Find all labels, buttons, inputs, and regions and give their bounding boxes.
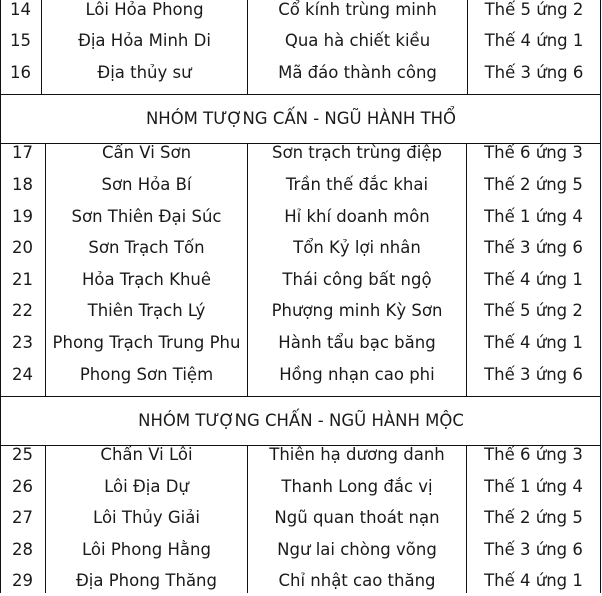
row-number: 19	[12, 207, 33, 226]
hexagram-name: Sơn Thiên Đại Súc	[71, 207, 222, 226]
hexagram-name: Hỏa Trạch Khuê	[81, 270, 212, 289]
hexagram-meaning: Hồng nhạn cao phi	[279, 365, 435, 384]
the-ung: Thế 4 ứng 1	[484, 31, 584, 50]
hexagram-meaning: Sơn trạch trùng điệp	[272, 143, 442, 162]
hexagram-meaning: Qua hà chiết kiều	[284, 31, 431, 50]
row-number: 26	[12, 477, 33, 496]
the-ung: Thế 2 ứng 5	[484, 175, 583, 194]
hexagram-meaning: Thiên hạ dương danh	[269, 445, 445, 464]
hexagram-name: Phong Trạch Trung Phu	[52, 333, 241, 352]
hexagram-name: Phong Sơn Tiệm	[79, 365, 214, 384]
hexagram-meaning: Thanh Long đắc vị	[281, 477, 433, 496]
hexagram-name: Cấn Vi Sơn	[101, 143, 192, 162]
the-ung: Thế 4 ứng 1	[484, 333, 583, 352]
hexagram-name: Địa thủy sư	[97, 63, 192, 82]
row-number: 20	[12, 238, 33, 257]
the-ung: Thế 1 ứng 4	[484, 477, 583, 496]
the-ung: Thế 4 ứng 1	[484, 571, 583, 590]
the-ung: Thế 6 ứng 3	[484, 445, 583, 464]
group-title-chan: NHÓM TƯỢNG CHẤN - NGŨ HÀNH MỘC	[138, 411, 464, 430]
row-number: 21	[12, 270, 33, 289]
hexagram-meaning: Tổn Kỷ lợi nhân	[293, 238, 421, 257]
hexagram-meaning: Phượng minh Kỳ Sơn	[271, 301, 443, 320]
the-ung: Thế 3 ứng 6	[484, 63, 584, 82]
the-ung: Thế 3 ứng 6	[484, 540, 583, 559]
hexagram-meaning: Ngư lai chòng võng	[277, 540, 437, 559]
hexagram-name: Chấn Vi Lôi	[100, 445, 193, 464]
row-number: 15	[10, 31, 31, 50]
hexagram-meaning: Chỉ nhật cao thăng	[278, 571, 436, 590]
hexagram-name: Lôi Địa Dự	[104, 477, 189, 496]
hexagram-name: Lôi Phong Hằng	[82, 540, 211, 559]
row-number: 18	[12, 175, 33, 194]
hexagram-meaning: Cổ kính trùng minh	[278, 0, 437, 19]
hexagram-meaning: Hành tẩu bạc băng	[278, 333, 436, 352]
hexagram-name: Thiên Trạch Lý	[87, 301, 206, 320]
hexagram-name: Địa Phong Thăng	[76, 571, 217, 590]
the-ung: Thế 5 ứng 2	[484, 301, 583, 320]
row-number: 24	[12, 365, 33, 384]
group-title-can: NHÓM TƯỢNG CẤN - NGŨ HÀNH THỔ	[145, 109, 457, 128]
hexagram-meaning: Mã đáo thành công	[278, 63, 437, 82]
the-ung: Thế 4 ứng 1	[484, 270, 583, 289]
the-ung: Thế 2 ứng 5	[484, 508, 583, 527]
hexagram-name: Sơn Hỏa Bí	[101, 175, 192, 194]
the-ung: Thế 6 ứng 3	[484, 143, 583, 162]
table-border-right	[600, 0, 601, 593]
hexagram-name: Lôi Hỏa Phong	[85, 0, 204, 19]
row-number: 22	[12, 301, 33, 320]
the-ung: Thế 3 ứng 6	[484, 365, 583, 384]
row-number: 16	[10, 63, 31, 82]
hexagram-meaning: Ngũ quan thoát nạn	[274, 508, 440, 527]
row-number: 17	[12, 143, 33, 162]
hexagram-name: Địa Hỏa Minh Di	[78, 31, 211, 50]
row-number: 27	[12, 508, 33, 527]
hexagram-meaning: Hỉ khí doanh môn	[284, 207, 430, 226]
the-ung: Thế 5 ứng 2	[484, 0, 584, 19]
hexagram-meaning: Thái công bất ngộ	[282, 270, 432, 289]
hexagram-name: Lôi Thủy Giải	[93, 508, 200, 527]
row-number: 14	[10, 0, 31, 19]
hexagram-name: Sơn Trạch Tốn	[88, 238, 205, 257]
row-number: 29	[12, 571, 33, 590]
the-ung: Thế 1 ứng 4	[484, 207, 583, 226]
row-number: 25	[12, 445, 33, 464]
hexagram-meaning: Trần thế đắc khai	[285, 175, 429, 194]
the-ung: Thế 3 ứng 6	[484, 238, 583, 257]
row-number: 28	[12, 540, 33, 559]
row-number: 23	[12, 333, 33, 352]
